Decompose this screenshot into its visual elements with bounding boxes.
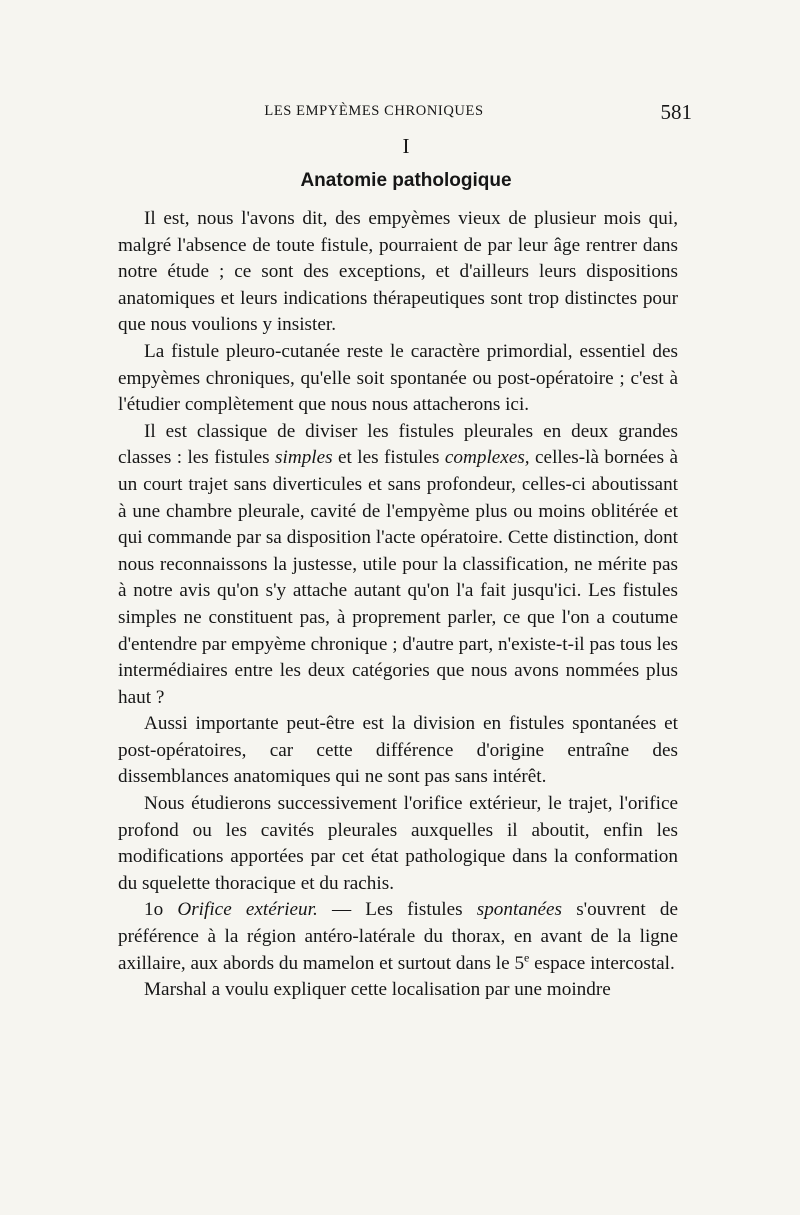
term-spontanees: spontanées [476,899,563,921]
ordinal-number: 5 [514,952,525,974]
paragraph-3-text-b: et les fistules [332,447,445,469]
running-head [118,100,692,124]
subsection-heading: Orifice extérieur. [177,899,318,921]
paragraph-3 [118,419,678,712]
paragraph-6-text-a: — Les fistules [317,899,477,921]
subsection-number: 1o [144,899,164,921]
paragraph-7: Marshal a voulu expliquer cette localisation par une moindre [144,979,611,1001]
paragraph-3-text-c: celles-là bornées à un court trajet sans diverticules et sans profondeur, celles-ci aboutissant à une chambre pleurale, cavité de l'empyème plus ou moins oblitérée et qui commande par sa disposition l'acte opératoire. Cette distinction, dont nous reconnaissons la justesse, utile pour la classification, ne mérite pas à notre avis qu'on s'y attache autant qu'on l'a fait jusqu'ici. Les fistules simples ne constituent pas, à proprement parler, ce que l'on a coutume d'entendre par empyème chronique ; d'autre part, n'existe-t-il pas tous les intermédiaires entre les deux catégories que nous avons nommées plus haut ? [118,447,678,708]
paragraph-6-text-b: s'ouvrent de préférence à la région antéro-latérale du thorax, en avant de la ligne axillaire, aux abords du mamelon et surtout dans le [118,899,678,974]
term-complexes: complexes, [444,447,530,469]
term-simples: simples [275,447,333,469]
paragraph-2: La fistule pleuro-cutanée reste le caractère primordial, essentiel des empyèmes chroniques, qu'elle soit spontanée ou post-opératoire ; c'est à l'étudier complètement que nous nous attacherons ici. [118,340,678,416]
paragraph-4: Aussi importante peut-être est la division en fistules spontanées et post-opératoires, car cette différence d'origine entraîne des dissemblances anatomiques qui ne sont pas sans intérêt. [118,713,678,788]
paragraph-5: Nous étudierons successivement l'orifice extérieur, le trajet, l'orifice profond ou les cavités pleurales auxquelles il aboutit, enfin les modifications apportées par cet état pathologique dans la conformation du squelette thoracique et du rachis. [118,793,678,894]
page-number: 581 [660,100,692,124]
section-number: I [402,134,410,158]
ordinal-superscript: e [524,950,530,965]
paragraph-1: Il est, nous l'avons dit, des empyèmes vieux de plusieur mois qui, malgré l'absence de toute fistule, pourraient de par leur âge rentrer dans notre étude ; ce sont des exceptions, et d'ailleurs leurs dispositions anatomiques et leurs indications thérapeutiques sont trop distinctes pour que nous voulions y insister. [118,208,678,336]
paragraph-6 [118,897,678,977]
section-title: Anatomie pathologique [300,170,512,191]
paragraph-6-text-c: espace intercostal. [529,952,675,974]
running-head-title: LES EMPYÈMES CHRONIQUES [264,103,484,119]
paragraph-3-text-a: Il est classique de diviser les fistules pleurales en deux grandes classes : les fistules [118,420,678,469]
body-text [118,206,678,1004]
